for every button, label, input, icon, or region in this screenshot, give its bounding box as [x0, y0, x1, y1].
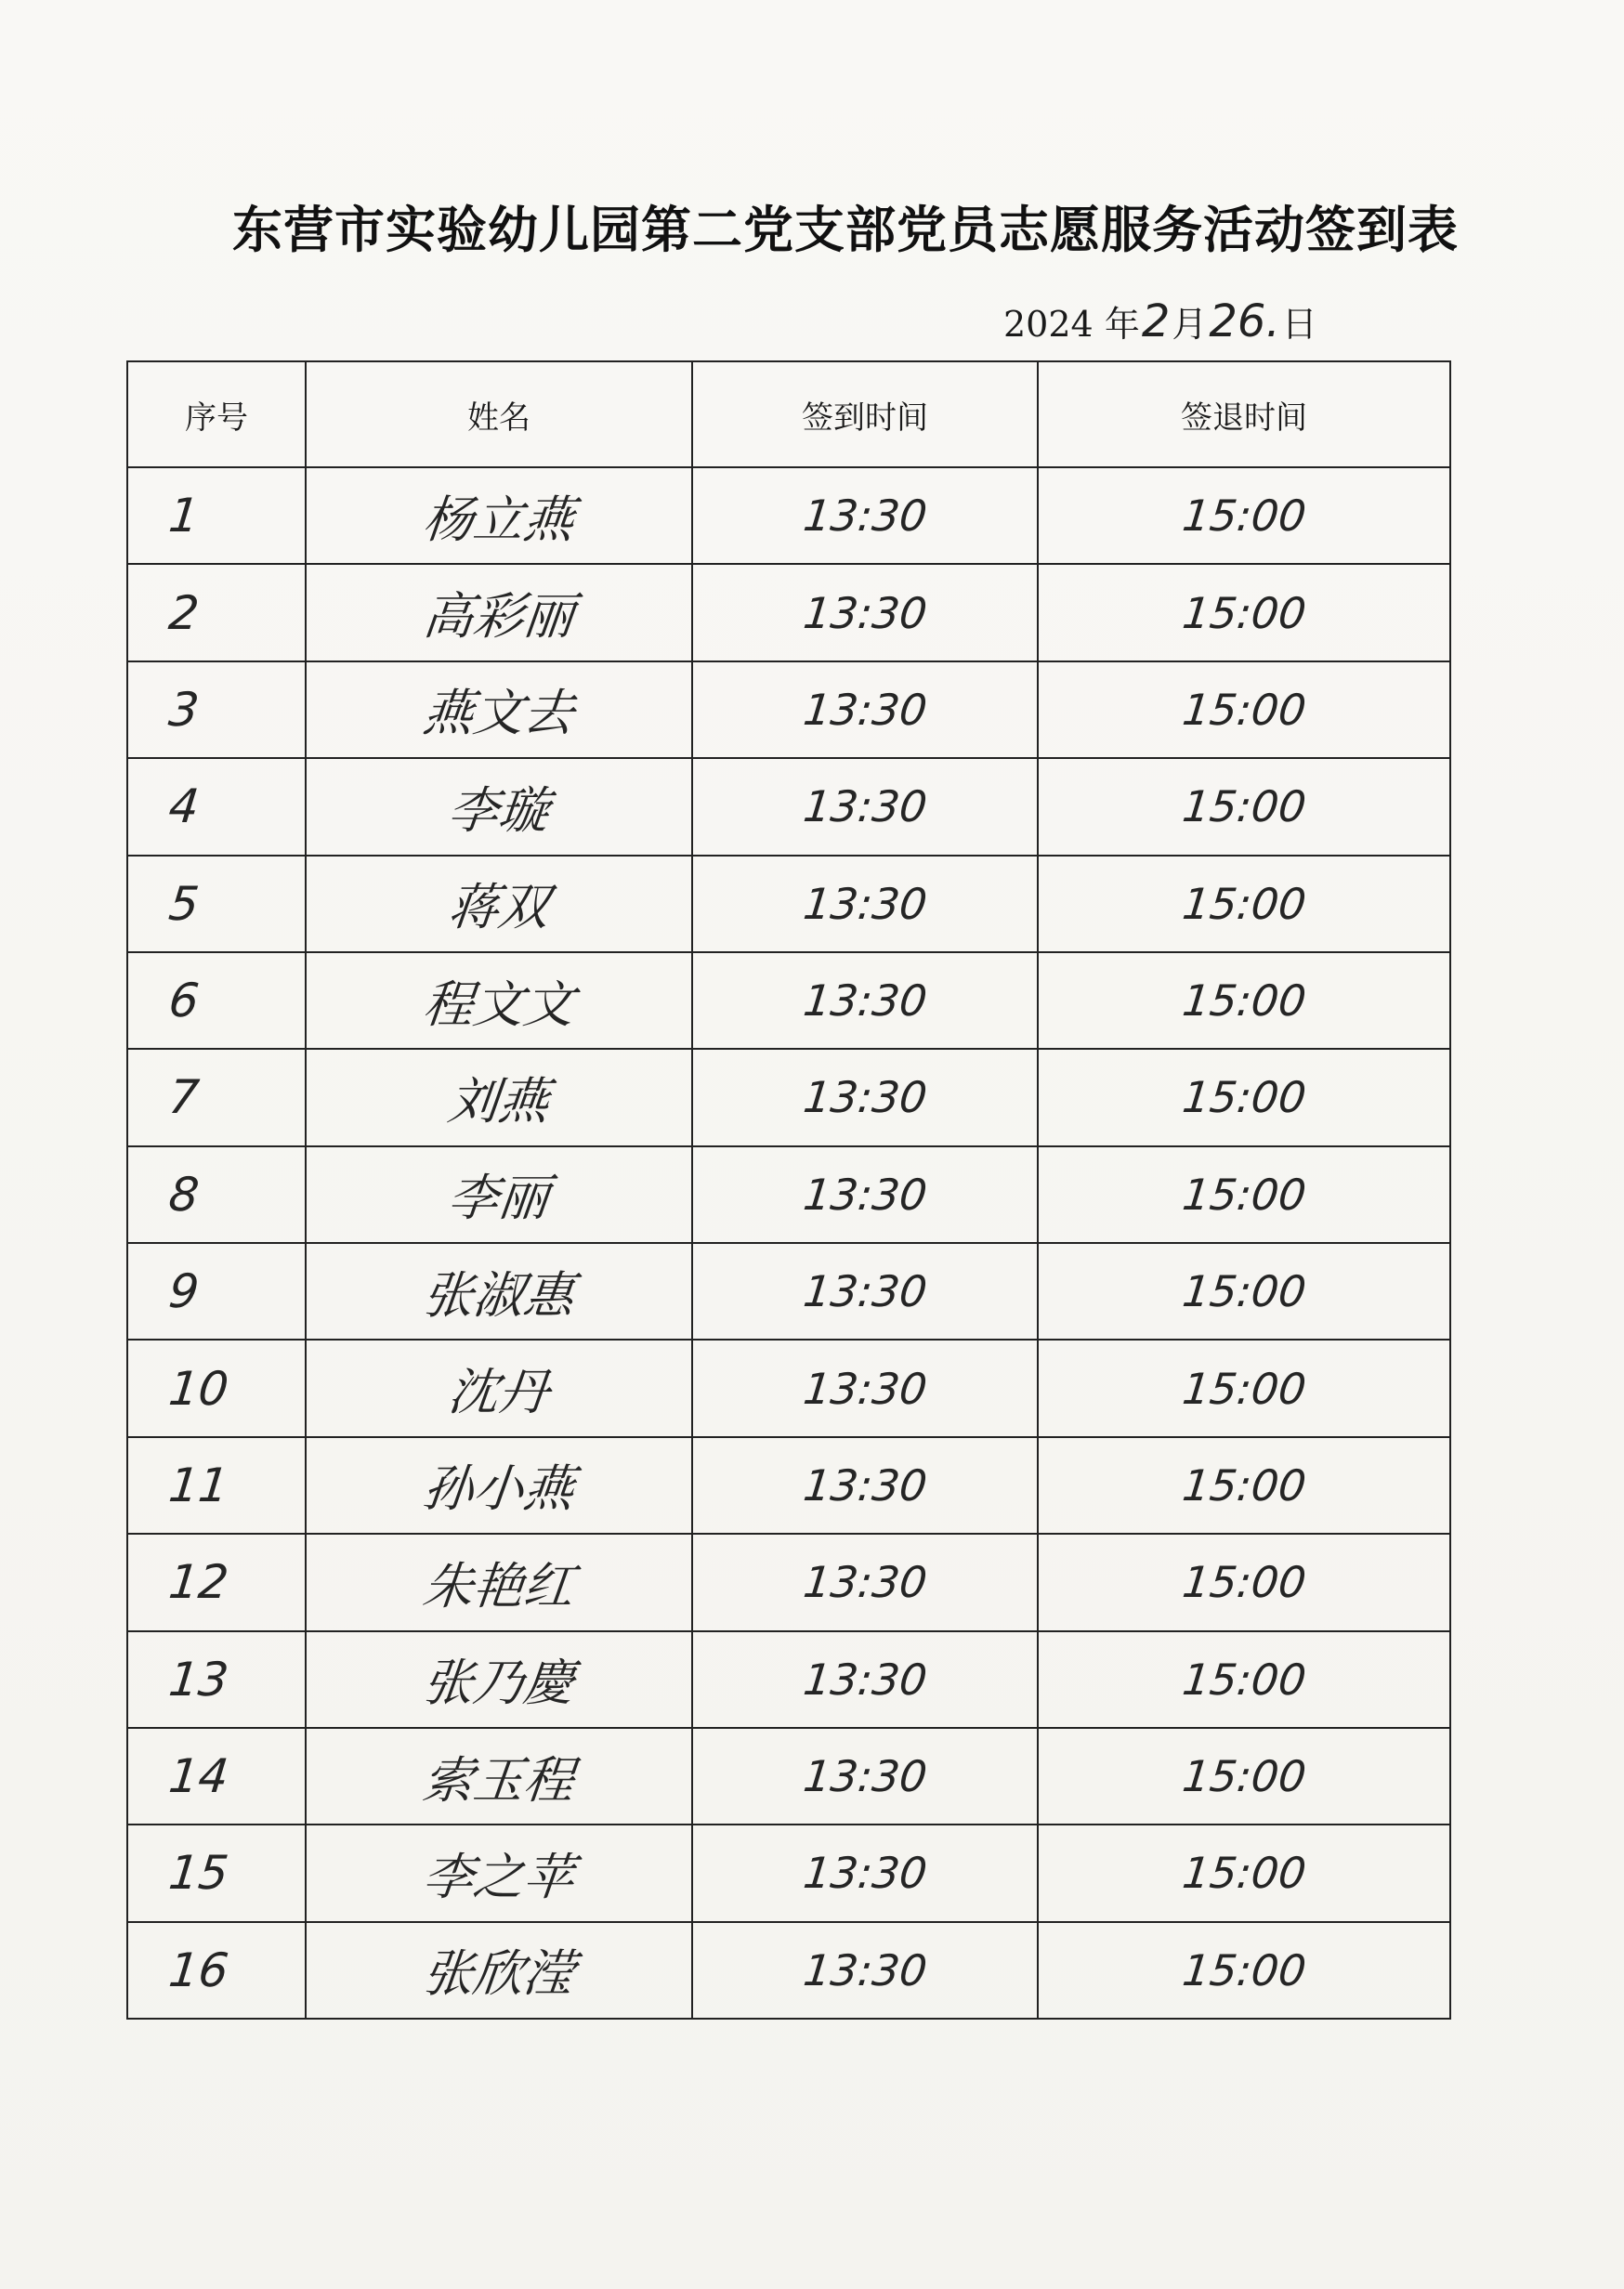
cell-name: [306, 856, 692, 952]
cell-name: [306, 952, 692, 1049]
cell-no: [127, 1922, 306, 2019]
cell-sign-in: [692, 1922, 1038, 2019]
cell-name-text: 张淑惠: [420, 1265, 577, 1325]
cell-no-text: 9: [165, 1264, 202, 1319]
cell-no: [127, 1534, 306, 1630]
table-row: [127, 1437, 1450, 1534]
sign-date: [1003, 295, 1317, 347]
cell-sign-in: [692, 952, 1038, 1049]
table-header-row: [127, 361, 1450, 467]
cell-sign-in-text: 13:30: [800, 684, 930, 735]
cell-name-text: 燕文去: [420, 684, 577, 743]
cell-no: [127, 1825, 306, 1921]
cell-sign-out-text: 15:00: [1179, 1944, 1309, 1995]
cell-sign-out-text: 15:00: [1179, 1072, 1309, 1123]
cell-sign-out-text: 15:00: [1179, 1459, 1309, 1511]
cell-sign-in: [692, 758, 1038, 855]
cell-sign-out: [1038, 856, 1450, 952]
cell-sign-in: [692, 1243, 1038, 1340]
cell-sign-out-text: 15:00: [1179, 1363, 1309, 1414]
cell-name: [306, 1631, 692, 1728]
cell-sign-in: [692, 856, 1038, 952]
date-year: 2024: [1003, 304, 1094, 345]
cell-sign-out-text: 15:00: [1179, 1751, 1309, 1802]
table-row: [127, 661, 1450, 758]
cell-sign-in: [692, 467, 1038, 564]
date-month-unit: 月: [1172, 304, 1208, 345]
cell-name-text: 高彩丽: [420, 587, 577, 647]
cell-sign-in: [692, 1534, 1038, 1630]
cell-name-text: 李之苹: [420, 1847, 577, 1906]
cell-name-text: 李丽: [445, 1169, 552, 1228]
cell-no: [127, 1631, 306, 1728]
cell-sign-in-text: 13:30: [800, 1654, 930, 1705]
cell-sign-out: [1038, 758, 1450, 855]
cell-sign-out-text: 15:00: [1179, 1169, 1309, 1220]
cell-sign-out-text: 15:00: [1179, 878, 1309, 929]
cell-sign-out-text: 15:00: [1179, 587, 1309, 638]
cell-sign-in-text: 13:30: [800, 490, 930, 542]
cell-sign-out-text: 15:00: [1179, 1848, 1309, 1899]
cell-sign-in: [692, 1437, 1038, 1534]
cell-sign-out-text: 15:00: [1179, 1557, 1309, 1608]
cell-no-text: 11: [165, 1458, 231, 1512]
cell-sign-in-text: 13:30: [800, 587, 930, 638]
cell-sign-in: [692, 1728, 1038, 1825]
cell-no: [127, 467, 306, 564]
cell-sign-in-text: 13:30: [800, 1459, 930, 1511]
cell-no-text: 12: [165, 1555, 231, 1610]
cell-no-text: 16: [165, 1942, 231, 1997]
header-sign-in: 签到时间: [692, 361, 1038, 467]
cell-name-text: 杨立燕: [420, 490, 577, 549]
cell-no-text: 15: [165, 1846, 231, 1901]
date-day: 26.: [1209, 295, 1280, 347]
table-row: [127, 1922, 1450, 2019]
cell-name: [306, 661, 692, 758]
cell-no: [127, 564, 306, 661]
cell-no: [127, 1049, 306, 1145]
cell-sign-out: [1038, 1243, 1450, 1340]
cell-name: [306, 1922, 692, 2019]
cell-name-text: 刘燕: [445, 1071, 552, 1131]
cell-no: [127, 952, 306, 1049]
cell-sign-in-text: 13:30: [800, 1848, 930, 1899]
cell-no: [127, 1146, 306, 1243]
cell-sign-out-text: 15:00: [1179, 684, 1309, 735]
cell-sign-out: [1038, 1825, 1450, 1921]
cell-no-text: 10: [165, 1361, 231, 1416]
cell-no: [127, 661, 306, 758]
cell-sign-in-text: 13:30: [800, 781, 930, 832]
cell-name: [306, 1825, 692, 1921]
cell-sign-out: [1038, 1922, 1450, 2019]
cell-name: [306, 467, 692, 564]
cell-no-text: 6: [165, 974, 202, 1028]
cell-no: [127, 856, 306, 952]
date-year-unit: 年: [1104, 304, 1140, 345]
cell-name-text: 索玉程: [420, 1750, 577, 1810]
cell-name-text: 沈丹: [445, 1363, 552, 1422]
cell-sign-in: [692, 661, 1038, 758]
cell-sign-out-text: 15:00: [1179, 1654, 1309, 1705]
table-row: [127, 1631, 1450, 1728]
cell-sign-in: [692, 1825, 1038, 1921]
table-row: [127, 564, 1450, 661]
cell-sign-out: [1038, 467, 1450, 564]
cell-name-text: 蒋双: [445, 878, 552, 937]
cell-sign-out: [1038, 952, 1450, 1049]
cell-sign-out: [1038, 1534, 1450, 1630]
table-row: [127, 467, 1450, 564]
cell-no-text: 8: [165, 1167, 202, 1222]
cell-sign-in-text: 13:30: [800, 1751, 930, 1802]
cell-sign-out-text: 15:00: [1179, 1266, 1309, 1317]
cell-sign-in-text: 13:30: [800, 1944, 930, 1995]
cell-name: [306, 1728, 692, 1825]
cell-no-text: 7: [165, 1070, 202, 1125]
cell-name: [306, 1243, 692, 1340]
cell-name-text: 孙小燕: [420, 1459, 577, 1519]
cell-sign-in-text: 13:30: [800, 1072, 930, 1123]
table-row: [127, 1340, 1450, 1436]
cell-name-text: 张欣滢: [420, 1944, 577, 2004]
cell-no-text: 14: [165, 1749, 231, 1804]
cell-no: [127, 1243, 306, 1340]
cell-no-text: 4: [165, 779, 202, 834]
cell-name: [306, 1340, 692, 1436]
cell-sign-in-text: 13:30: [800, 1363, 930, 1414]
table-row: [127, 1534, 1450, 1630]
cell-name: [306, 1534, 692, 1630]
table-row: [127, 1049, 1450, 1145]
cell-no: [127, 1728, 306, 1825]
cell-name: [306, 1146, 692, 1243]
cell-no-text: 1: [165, 489, 202, 543]
cell-sign-in-text: 13:30: [800, 1169, 930, 1220]
cell-sign-out: [1038, 1728, 1450, 1825]
cell-sign-in-text: 13:30: [800, 975, 930, 1027]
cell-name: [306, 758, 692, 855]
cell-sign-out-text: 15:00: [1179, 975, 1309, 1027]
table-row: [127, 1728, 1450, 1825]
cell-no: [127, 1340, 306, 1436]
cell-name: [306, 1437, 692, 1534]
table-row: [127, 758, 1450, 855]
cell-sign-out-text: 15:00: [1179, 781, 1309, 832]
cell-sign-out: [1038, 1146, 1450, 1243]
document-title: 东营市实验幼儿园第二党支部党员志愿服务活动签到表: [232, 201, 1459, 259]
table-row: [127, 1146, 1450, 1243]
cell-name-text: 李璇: [445, 780, 552, 840]
cell-no: [127, 758, 306, 855]
cell-no-text: 13: [165, 1652, 231, 1707]
table-row: [127, 1825, 1450, 1921]
table-row: [127, 952, 1450, 1049]
cell-name-text: 朱艳红: [420, 1556, 577, 1615]
cell-no-text: 5: [165, 876, 202, 931]
cell-name-text: 程文文: [420, 974, 577, 1034]
cell-sign-in: [692, 1146, 1038, 1243]
header-name: 姓名: [306, 361, 692, 467]
date-day-unit: 日: [1281, 304, 1317, 345]
sign-in-table: [126, 360, 1451, 2020]
cell-sign-in: [692, 1340, 1038, 1436]
cell-sign-in: [692, 564, 1038, 661]
cell-sign-in-text: 13:30: [800, 1557, 930, 1608]
cell-sign-in-text: 13:30: [800, 1266, 930, 1317]
cell-sign-out: [1038, 1437, 1450, 1534]
table-body: [127, 467, 1450, 2019]
table-row: [127, 856, 1450, 952]
cell-name: [306, 564, 692, 661]
cell-sign-out: [1038, 564, 1450, 661]
cell-sign-out-text: 15:00: [1179, 490, 1309, 542]
cell-sign-out: [1038, 1631, 1450, 1728]
cell-sign-in: [692, 1631, 1038, 1728]
cell-no-text: 3: [165, 682, 202, 737]
date-month: 2: [1141, 295, 1171, 347]
header-no: 序号: [127, 361, 306, 467]
cell-name-text: 张乃慶: [420, 1654, 577, 1713]
cell-no: [127, 1437, 306, 1534]
header-sign-out: 签退时间: [1038, 361, 1450, 467]
table-row: [127, 1243, 1450, 1340]
cell-name: [306, 1049, 692, 1145]
cell-sign-in-text: 13:30: [800, 878, 930, 929]
cell-sign-in: [692, 1049, 1038, 1145]
cell-no-text: 2: [165, 585, 202, 640]
cell-sign-out: [1038, 1340, 1450, 1436]
cell-sign-out: [1038, 661, 1450, 758]
cell-sign-out: [1038, 1049, 1450, 1145]
